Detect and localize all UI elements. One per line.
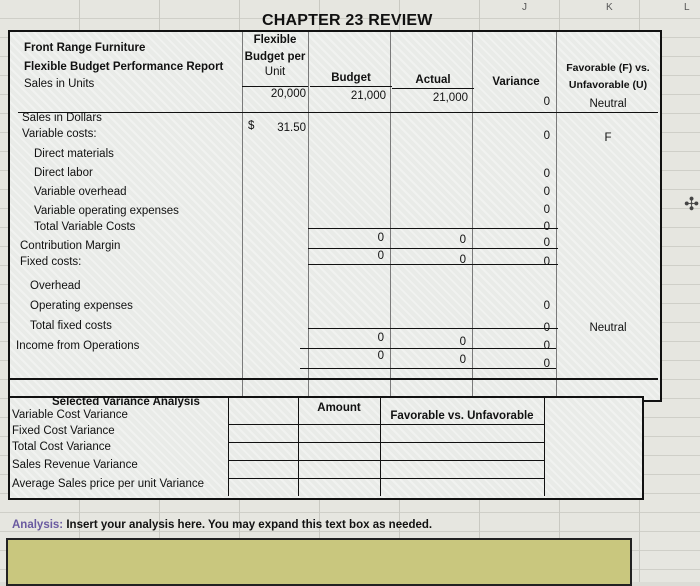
analysis-label-line [12,519,432,531]
rule [308,264,558,265]
rule [308,228,558,229]
selected-variance-table [8,396,644,500]
label-operating-expenses[interactable]: Operating expenses [30,300,133,312]
operating-expenses-variance[interactable]: 0 [543,300,550,312]
income-budget[interactable]: 0 [377,350,384,362]
total-fixed-variance[interactable]: 0 [543,322,550,334]
rule [10,378,658,380]
label-total-variable[interactable]: Total Variable Costs [34,221,136,233]
variable-extra-variance[interactable]: 0 [543,221,550,233]
column-header-l[interactable]: L [684,2,690,13]
analysis-instructions: Insert your analysis here. You may expand this text box as needed. [66,519,433,531]
sales-units-budget[interactable]: 21,000 [350,90,386,102]
label-variable-operating[interactable]: Variable operating expenses [34,205,179,217]
selected-variance-title: Selected Variance Analysis [52,396,200,408]
sales-dollars-currency: $ [248,120,255,132]
income-pre-variance[interactable]: 0 [543,340,550,352]
report-name: Flexible Budget Performance Report [24,61,224,73]
variable-cost-variance-label[interactable]: Variable Cost Variance [12,409,128,421]
rule [228,460,544,461]
total-variable-variance[interactable]: 0 [543,237,550,249]
label-fixed-costs[interactable]: Fixed costs: [20,256,82,268]
rule [308,248,558,249]
analysis-label: Analysis: [12,519,64,531]
total-cost-variance-label[interactable]: Total Cost Variance [12,441,111,453]
direct-labor-variance[interactable]: 0 [543,168,550,180]
header-flex-1: Flexible [253,34,297,46]
header-variance: Variance [492,76,540,88]
total-fixed-fu[interactable]: Neutral [589,322,627,334]
header-flex-3: Unit [264,66,286,78]
total-variable-actual[interactable]: 0 [459,234,466,246]
col-separator [380,398,381,496]
rule [300,348,556,349]
income-actual[interactable]: 0 [459,354,466,366]
label-variable-overhead[interactable]: Variable overhead [34,186,127,198]
rule [18,112,658,113]
avg-sales-price-variance-label[interactable]: Average Sales price per unit Variance [12,478,204,490]
label-direct-materials[interactable]: Direct materials [34,148,114,160]
rule [310,86,392,87]
header-favorable-2: Unfavorable (U) [568,79,648,91]
company-name: Front Range Furniture [24,42,146,54]
variable-overhead-variance[interactable]: 0 [543,186,550,198]
rule [228,424,544,425]
income-variance[interactable]: 0 [543,358,550,370]
label-variable-costs[interactable]: Variable costs: [22,128,97,140]
header-flex-2: Budget per [244,51,306,63]
sales-units-actual[interactable]: 21,000 [432,92,468,104]
sales-units-variance[interactable]: 0 [543,96,550,108]
contribution-budget[interactable]: 0 [377,250,384,262]
col-separator [472,32,473,398]
col-separator [228,398,229,496]
sales-units-fu[interactable]: Neutral [589,98,627,110]
rule [242,86,308,87]
total-variable-budget[interactable]: 0 [377,232,384,244]
rule [228,442,544,443]
label-contribution-margin[interactable]: Contribution Margin [20,240,121,252]
income-pre-actual[interactable]: 0 [459,336,466,348]
rule [392,88,474,89]
sales-dollars-flex[interactable]: 31.50 [277,122,306,134]
amount-header: Amount [317,402,361,414]
label-total-fixed[interactable]: Total fixed costs [30,320,112,332]
variable-operating-variance[interactable]: 0 [543,204,550,216]
contribution-actual[interactable]: 0 [459,254,466,266]
header-actual: Actual [415,74,451,86]
performance-report-table [8,30,662,402]
sales-dollars-fu[interactable]: F [604,132,612,144]
col-separator [544,398,545,496]
sheet-title: CHAPTER 23 REVIEW [262,12,433,29]
header-budget: Budget [331,72,371,84]
income-pre-budget[interactable]: 0 [377,332,384,344]
label-income-operations[interactable]: Income from Operations [16,340,140,352]
header-favorable-1: Favorable (F) vs. [566,62,650,74]
label-sales-dollars[interactable]: Sales in Dollars [22,112,102,124]
sales-dollars-variance[interactable]: 0 [543,130,550,142]
analysis-text-box[interactable] [6,538,632,586]
column-header-j[interactable]: J [522,2,527,13]
label-overhead[interactable]: Overhead [30,280,81,292]
rule [300,368,556,369]
fu-header: Favorable vs. Unfavorable [390,410,534,422]
contribution-variance[interactable]: 0 [543,256,550,268]
label-direct-labor[interactable]: Direct labor [34,167,93,179]
col-separator [308,32,309,398]
label-sales-units[interactable]: Sales in Units [24,78,95,90]
sales-units-flex[interactable]: 20,000 [270,88,306,100]
cell-cursor-plus-icon: ✣ [684,194,700,214]
col-separator [298,398,299,496]
sales-revenue-variance-label[interactable]: Sales Revenue Variance [12,459,138,471]
column-header-k[interactable]: K [606,2,613,13]
fixed-cost-variance-label[interactable]: Fixed Cost Variance [12,425,115,437]
rule [228,478,544,479]
